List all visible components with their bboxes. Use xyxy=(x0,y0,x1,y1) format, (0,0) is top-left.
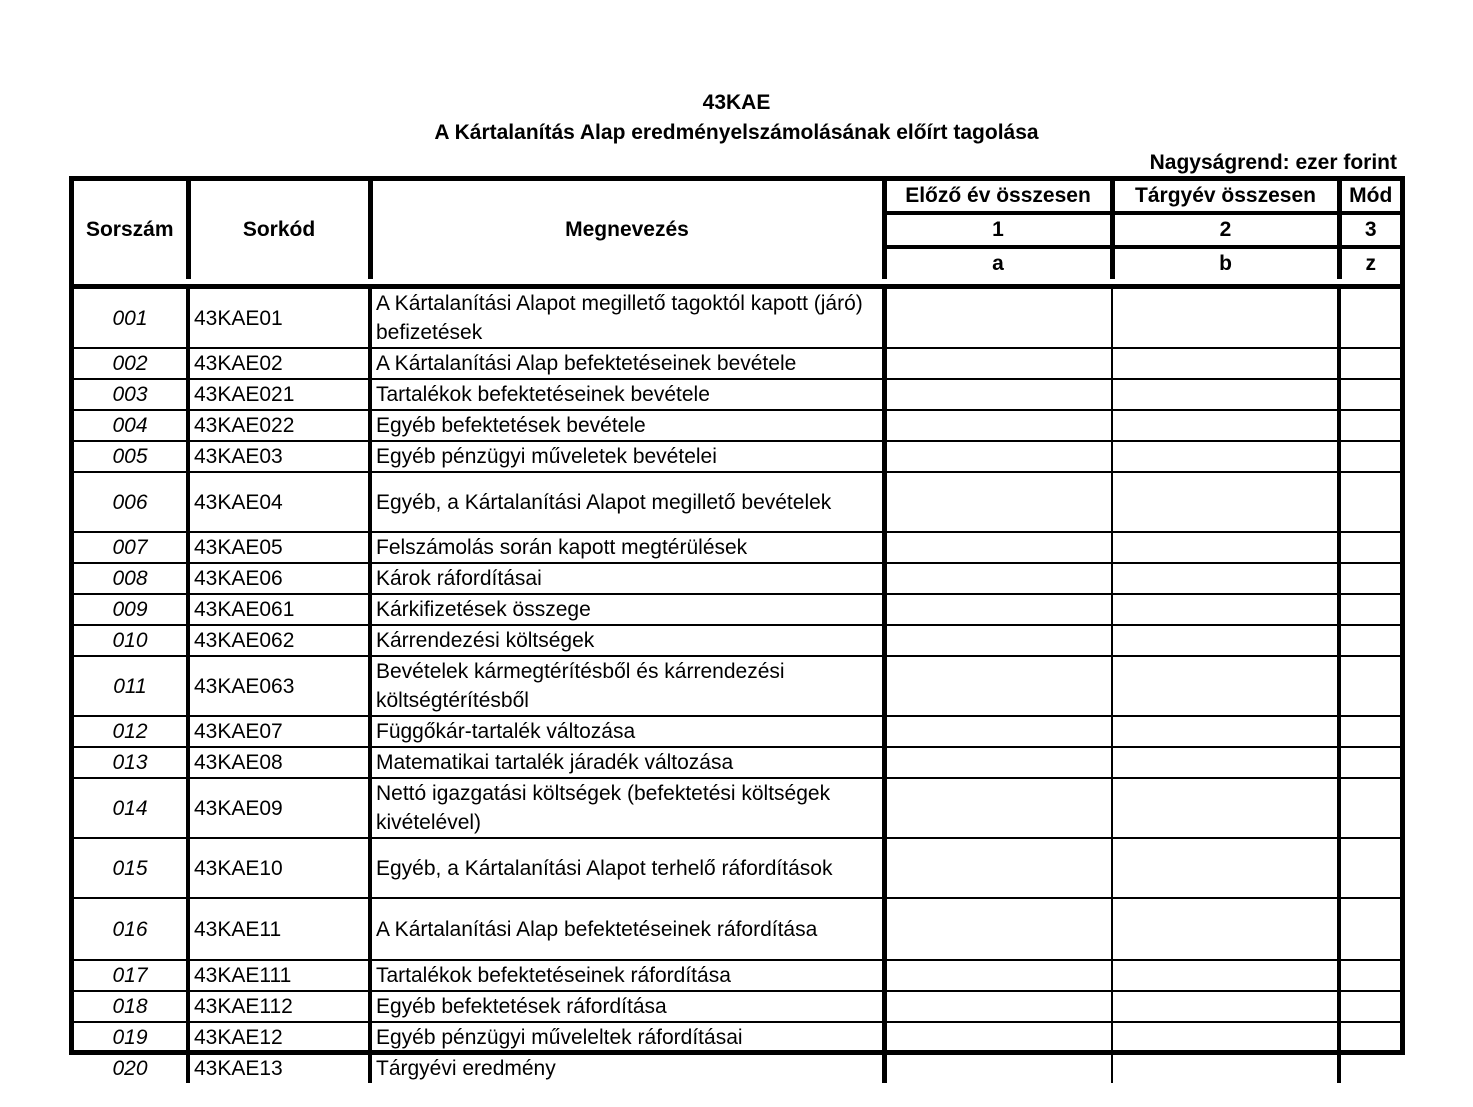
row-code: 43KAE062 xyxy=(188,625,370,656)
table-row xyxy=(74,1022,1400,1053)
value-mod[interactable] xyxy=(1339,379,1400,410)
value-mod[interactable] xyxy=(1339,656,1400,716)
value-mod[interactable] xyxy=(1339,960,1400,991)
row-number: 007 xyxy=(74,532,188,563)
row-code: 43KAE061 xyxy=(188,594,370,625)
row-name: Bevételek kármegtérítésből és kárrendezési költségtérítésből xyxy=(370,656,884,716)
row-name: Tartalékok befektetéseinek bevétele xyxy=(370,379,884,410)
col-number-mod: 3 xyxy=(1339,213,1400,247)
table-row xyxy=(74,441,1400,472)
table-row xyxy=(74,563,1400,594)
value-mod[interactable] xyxy=(1339,625,1400,656)
value-current-year[interactable] xyxy=(1112,898,1339,960)
value-prev-year[interactable] xyxy=(884,991,1112,1022)
row-code: 43KAE063 xyxy=(188,656,370,716)
value-mod[interactable] xyxy=(1339,287,1400,349)
value-prev-year[interactable] xyxy=(884,532,1112,563)
value-mod[interactable] xyxy=(1339,563,1400,594)
value-current-year[interactable] xyxy=(1112,1053,1339,1083)
row-number: 002 xyxy=(74,348,188,379)
value-current-year[interactable] xyxy=(1112,747,1339,778)
value-mod[interactable] xyxy=(1339,747,1400,778)
row-number: 006 xyxy=(74,472,188,532)
col-letter-mod: z xyxy=(1365,252,1376,276)
row-name: Egyéb, a Kártalanítási Alapot terhelő ráfordítások xyxy=(370,838,884,898)
value-current-year[interactable] xyxy=(1112,532,1339,563)
row-code: 43KAE01 xyxy=(188,287,370,349)
row-code: 43KAE08 xyxy=(188,747,370,778)
table-row xyxy=(74,594,1400,625)
value-current-year[interactable] xyxy=(1112,410,1339,441)
table-row xyxy=(74,410,1400,441)
value-mod[interactable] xyxy=(1339,716,1400,747)
value-current-year[interactable] xyxy=(1112,1022,1339,1053)
row-number: 020 xyxy=(74,1053,188,1083)
value-mod[interactable] xyxy=(1339,778,1400,838)
row-name: Matematikai tartalék járadék változása xyxy=(370,747,884,778)
table-row xyxy=(74,472,1400,532)
value-mod[interactable] xyxy=(1339,348,1400,379)
row-code: 43KAE02 xyxy=(188,348,370,379)
table-body xyxy=(74,284,1400,1083)
form-main-title: A Kártalanítás Alap eredményelszámolásának előírt tagolása xyxy=(434,121,1039,144)
value-current-year[interactable] xyxy=(1112,778,1339,838)
row-name: A Kártalanítási Alap befektetéseinek bevétele xyxy=(370,348,884,379)
row-name: Egyéb befektetések ráfordítása xyxy=(370,991,884,1022)
row-code: 43KAE022 xyxy=(188,410,370,441)
row-code: 43KAE13 xyxy=(188,1053,370,1083)
row-number: 011 xyxy=(74,656,188,716)
table-row xyxy=(74,532,1400,563)
value-prev-year[interactable] xyxy=(884,778,1112,838)
value-mod[interactable] xyxy=(1339,410,1400,441)
row-number: 017 xyxy=(74,960,188,991)
table-row xyxy=(74,716,1400,747)
row-number: 012 xyxy=(74,716,188,747)
row-code: 43KAE07 xyxy=(188,716,370,747)
row-number: 018 xyxy=(74,991,188,1022)
row-number: 008 xyxy=(74,563,188,594)
row-number: 001 xyxy=(74,287,188,349)
col-number-prev: 1 xyxy=(884,213,1112,247)
row-code: 43KAE06 xyxy=(188,563,370,594)
row-code: 43KAE021 xyxy=(188,379,370,410)
col-number-curr: 2 xyxy=(1112,213,1339,247)
table-row xyxy=(74,898,1400,960)
row-name: Károk ráfordításai xyxy=(370,563,884,594)
row-code: 43KAE04 xyxy=(188,472,370,532)
row-code: 43KAE111 xyxy=(188,960,370,991)
col-header-curr-total: Tárgyév összesen xyxy=(1112,181,1339,213)
row-code: 43KAE112 xyxy=(188,991,370,1022)
value-prev-year[interactable] xyxy=(884,287,1112,349)
row-number: 015 xyxy=(74,838,188,898)
row-code: 43KAE11 xyxy=(188,898,370,960)
value-prev-year[interactable] xyxy=(884,716,1112,747)
row-name: Kárkifizetések összege xyxy=(370,594,884,625)
table-row xyxy=(74,656,1400,716)
value-prev-year[interactable] xyxy=(884,410,1112,441)
value-mod[interactable] xyxy=(1339,472,1400,532)
value-prev-year[interactable] xyxy=(884,898,1112,960)
row-code: 43KAE03 xyxy=(188,441,370,472)
value-prev-year[interactable] xyxy=(884,960,1112,991)
row-name: Egyéb befektetések bevétele xyxy=(370,410,884,441)
row-name: Felszámolás során kapott megtérülések xyxy=(370,532,884,563)
value-prev-year[interactable] xyxy=(884,656,1112,716)
value-current-year[interactable] xyxy=(1112,379,1339,410)
row-number: 003 xyxy=(74,379,188,410)
row-name: A Kártalanítási Alapot megillető tagoktól kapott (járó) befizetések xyxy=(370,287,884,349)
value-current-year[interactable] xyxy=(1112,960,1339,991)
col-letter-curr: b xyxy=(1112,247,1339,279)
col-header-megnevezes: Megnevezés xyxy=(370,181,884,279)
table-row xyxy=(74,778,1400,838)
value-prev-year[interactable] xyxy=(884,1022,1112,1053)
value-mod[interactable] xyxy=(1339,1022,1400,1053)
col-header-sorkod: Sorkód xyxy=(188,181,370,279)
value-current-year[interactable] xyxy=(1112,348,1339,379)
value-mod[interactable] xyxy=(1339,594,1400,625)
value-prev-year[interactable] xyxy=(884,472,1112,532)
value-current-year[interactable] xyxy=(1112,287,1339,349)
row-number: 019 xyxy=(74,1022,188,1053)
col-header-mod: Mód xyxy=(1339,181,1400,213)
value-current-year[interactable] xyxy=(1112,441,1339,472)
row-number: 013 xyxy=(74,747,188,778)
value-prev-year[interactable] xyxy=(884,348,1112,379)
report-table xyxy=(69,176,1405,1080)
table-row xyxy=(74,348,1400,379)
row-name: Nettó igazgatási költségek (befektetési költségek kivételével) xyxy=(370,778,884,838)
col-header-sorszam: Sorszám xyxy=(74,181,188,279)
value-prev-year[interactable] xyxy=(884,379,1112,410)
row-name: Egyéb pénzügyi műveleltek ráfordításai xyxy=(370,1022,884,1053)
row-number: 016 xyxy=(74,898,188,960)
unit-label: Nagyságrend: ezer forint xyxy=(1149,151,1397,174)
row-number: 009 xyxy=(74,594,188,625)
row-name: Kárrendezési költségek xyxy=(370,625,884,656)
value-current-year[interactable] xyxy=(1112,472,1339,532)
table-row xyxy=(74,991,1400,1022)
value-mod[interactable] xyxy=(1339,991,1400,1022)
value-prev-year[interactable] xyxy=(884,563,1112,594)
row-name: Egyéb, a Kártalanítási Alapot megillető bevételek xyxy=(370,472,884,532)
value-mod[interactable] xyxy=(1339,838,1400,898)
value-mod[interactable] xyxy=(1339,1053,1400,1083)
row-code: 43KAE05 xyxy=(188,532,370,563)
row-name: Egyéb pénzügyi műveletek bevételei xyxy=(370,441,884,472)
form-code-title: 43KAE xyxy=(702,91,771,114)
row-code: 43KAE09 xyxy=(188,778,370,838)
row-name: Függőkár-tartalék változása xyxy=(370,716,884,747)
row-name: A Kártalanítási Alap befektetéseinek ráfordítása xyxy=(370,898,884,960)
value-prev-year[interactable] xyxy=(884,838,1112,898)
value-current-year[interactable] xyxy=(1112,625,1339,656)
value-current-year[interactable] xyxy=(1112,716,1339,747)
table-row xyxy=(74,1053,1400,1083)
row-number: 004 xyxy=(74,410,188,441)
value-prev-year[interactable] xyxy=(884,625,1112,656)
col-header-prev-total: Előző év összesen xyxy=(884,181,1112,213)
table-row xyxy=(74,747,1400,778)
row-code: 43KAE12 xyxy=(188,1022,370,1053)
row-name: Tárgyévi eredmény xyxy=(370,1053,884,1083)
row-name: Tartalékok befektetéseinek ráfordítása xyxy=(370,960,884,991)
value-prev-year[interactable] xyxy=(884,594,1112,625)
row-code: 43KAE10 xyxy=(188,838,370,898)
value-prev-year[interactable] xyxy=(884,1053,1112,1083)
value-prev-year[interactable] xyxy=(884,441,1112,472)
value-prev-year[interactable] xyxy=(884,747,1112,778)
value-current-year[interactable] xyxy=(1112,594,1339,625)
value-current-year[interactable] xyxy=(1112,563,1339,594)
row-number: 014 xyxy=(74,778,188,838)
value-mod[interactable] xyxy=(1339,441,1400,472)
table-row xyxy=(74,379,1400,410)
value-current-year[interactable] xyxy=(1112,838,1339,898)
table-row xyxy=(74,838,1400,898)
row-number: 010 xyxy=(74,625,188,656)
row-number: 005 xyxy=(74,441,188,472)
table-row xyxy=(74,960,1400,991)
table-header xyxy=(74,181,1400,279)
value-current-year[interactable] xyxy=(1112,991,1339,1022)
col-letter-prev: a xyxy=(884,247,1112,279)
value-mod[interactable] xyxy=(1339,532,1400,563)
table-row xyxy=(74,625,1400,656)
value-mod[interactable] xyxy=(1339,898,1400,960)
value-current-year[interactable] xyxy=(1112,656,1339,716)
table-row xyxy=(74,287,1400,349)
